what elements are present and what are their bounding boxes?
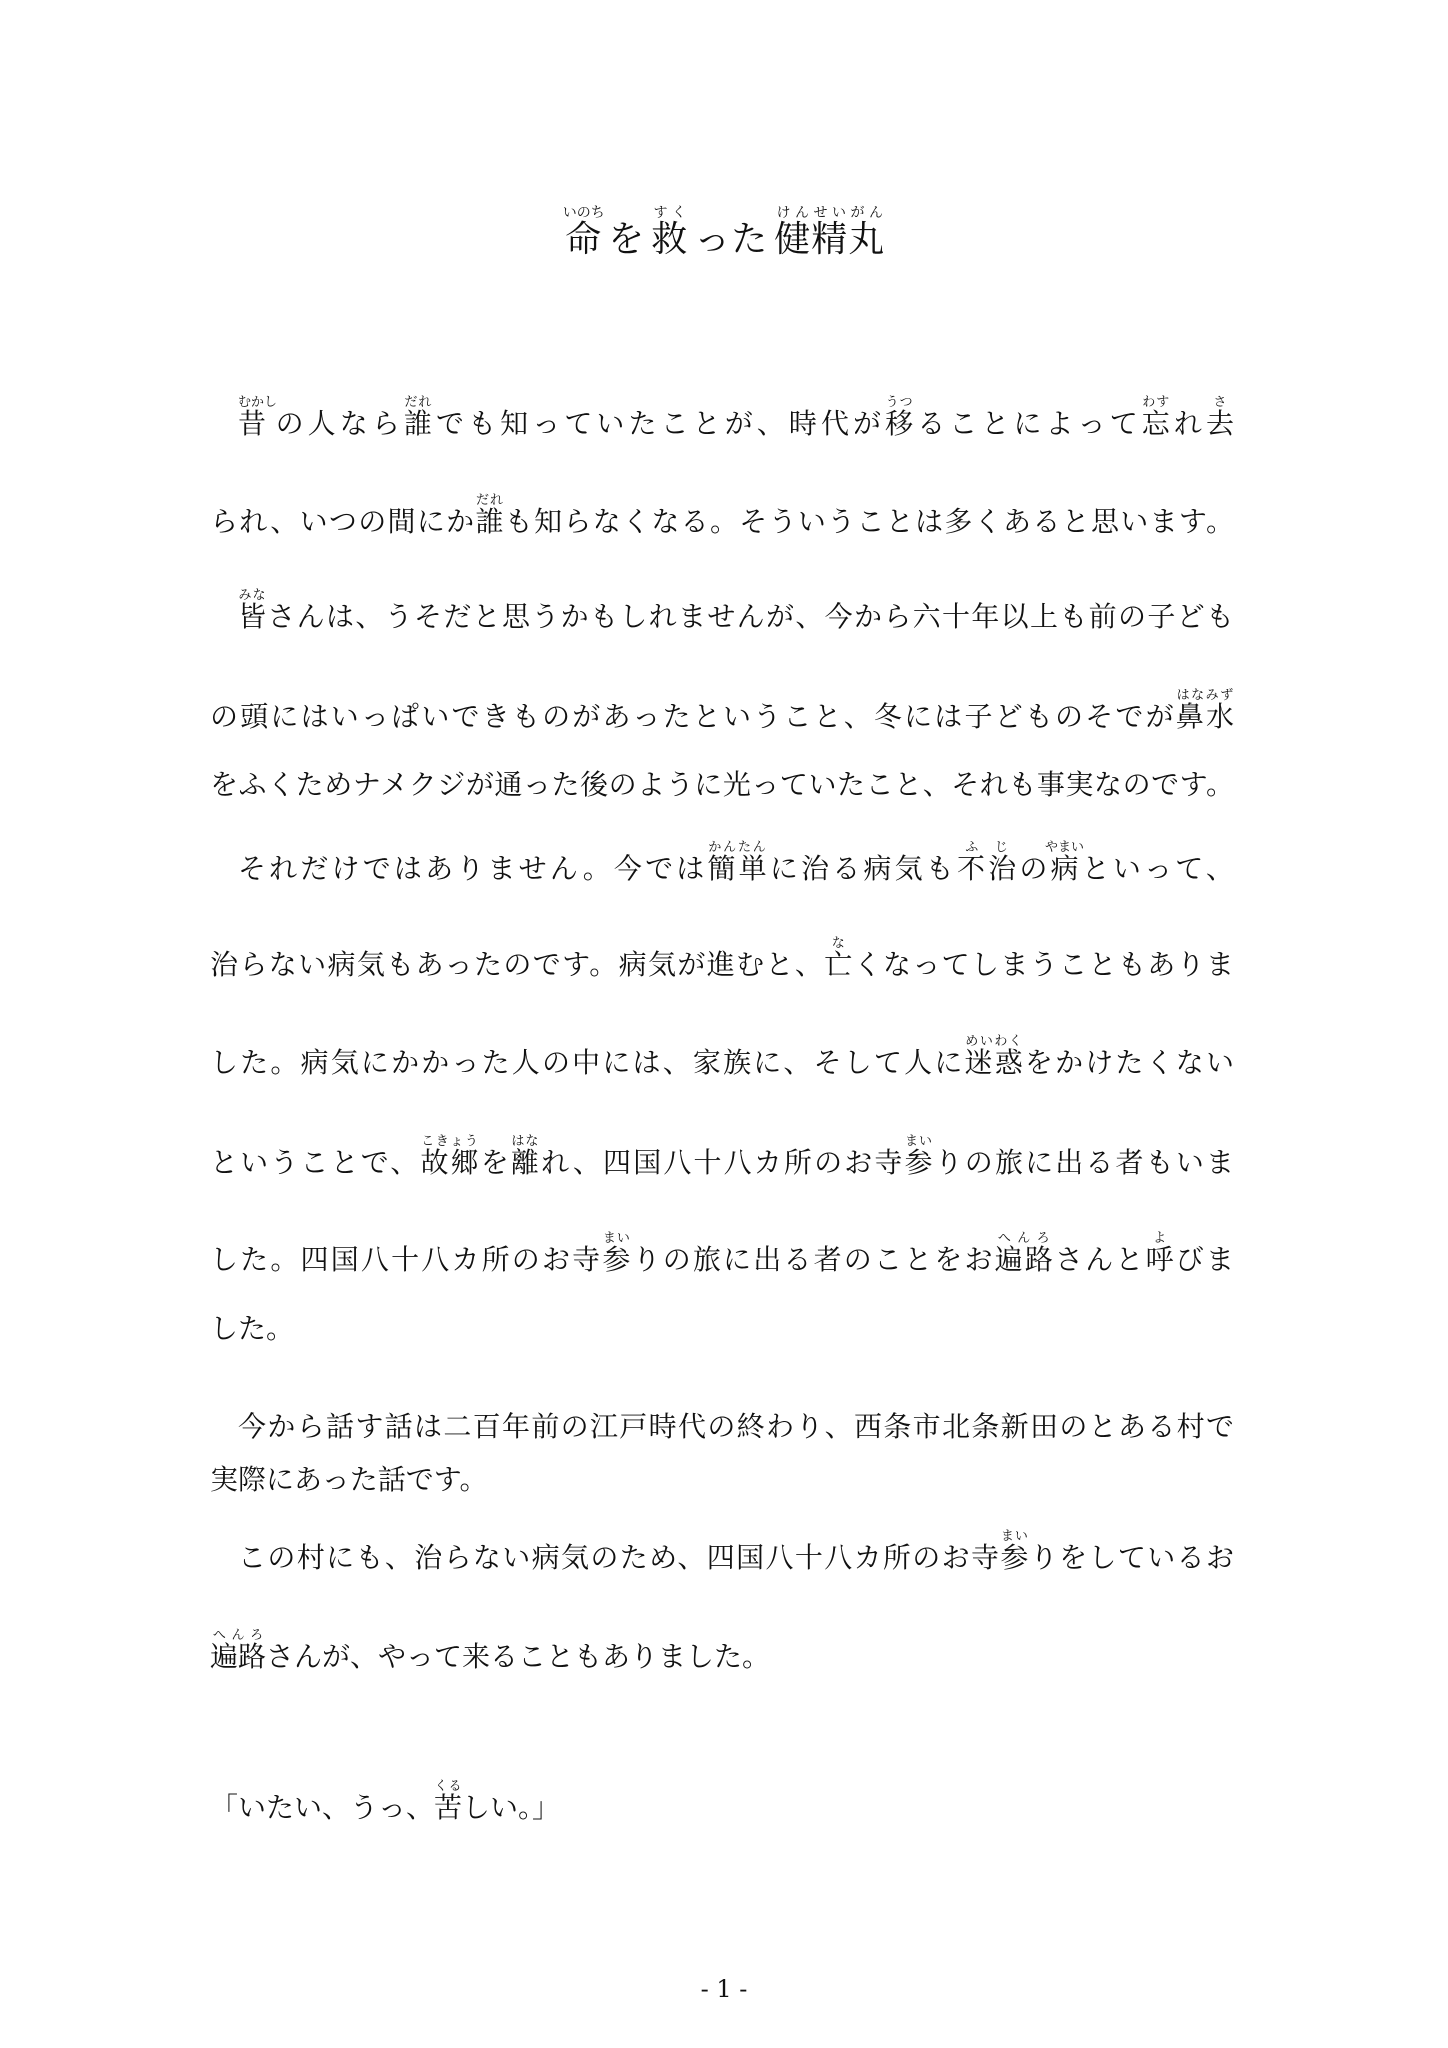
text-run: の頭にはいっぱいできものがあったということ、冬には子どものそでが	[210, 700, 1176, 733]
ruby-base-text: 誰	[403, 407, 437, 440]
text-run: くなってしまうこともありま	[853, 948, 1234, 981]
ruby-reading: みな	[238, 588, 267, 603]
text-run: びま	[1175, 1243, 1234, 1276]
ruby-base-text: 昔	[238, 407, 278, 440]
body-line	[210, 913, 1234, 983]
furigana-word	[904, 1134, 935, 1179]
text-run: さんは、うそだと思うかもしれませんが、今から六十年以上も前の子ども	[267, 600, 1234, 633]
text-run: した。四国八十八カ所のお寺	[210, 1243, 603, 1276]
ruby-base-text: 参	[1000, 1541, 1030, 1574]
text-run: ということで、	[210, 1146, 421, 1179]
text-run: った	[694, 219, 769, 260]
body-line	[210, 1428, 1234, 1498]
ruby-reading: だれ	[475, 493, 504, 508]
body-line	[210, 1111, 1234, 1181]
body-line	[210, 470, 1234, 540]
ruby-reading: まい	[904, 1134, 933, 1149]
ruby-reading: けんせいがん	[774, 205, 886, 221]
ruby-reading: いのち	[562, 205, 605, 221]
ruby-reading: まい	[602, 1231, 631, 1246]
text-run: ることによって	[917, 407, 1142, 440]
page-number: - 1 -	[700, 1975, 748, 2003]
text-run: さんが、やって来ることもありました。	[266, 1640, 771, 1673]
text-run: れ、四国八十八カ所のお寺	[541, 1146, 905, 1179]
furigana-word	[562, 205, 605, 260]
line-text	[210, 1134, 1234, 1181]
furigana-word	[1000, 1529, 1030, 1574]
ruby-reading: へんろ	[210, 1628, 267, 1643]
furigana-word	[238, 588, 268, 633]
line-text	[210, 1034, 1234, 1081]
document-title	[0, 172, 1448, 262]
ruby-reading: めいわく	[964, 1034, 1023, 1049]
text-run: をかけたくない	[1024, 1046, 1234, 1079]
furigana-word	[956, 840, 1020, 885]
ruby-base-text: 呼	[1145, 1243, 1176, 1276]
text-run: 「いたい、うっ、	[210, 1791, 435, 1824]
ruby-reading: かんたん	[707, 840, 767, 855]
text-run: られ、いつの間にか	[210, 505, 476, 538]
ruby-reading: わす	[1141, 395, 1170, 410]
ruby-reading: はな	[510, 1134, 539, 1149]
text-run: に治る病気も	[769, 852, 957, 885]
line-text	[210, 1231, 1234, 1278]
body-line	[210, 1506, 1234, 1576]
ruby-base-text: 命	[562, 219, 605, 260]
text-run: さんと	[1055, 1243, 1146, 1276]
line-text	[210, 767, 1234, 803]
ruby-base-text: 離	[510, 1146, 542, 1179]
ruby-reading: うつ	[885, 395, 914, 410]
line-text	[210, 840, 1234, 887]
furigana-word	[1045, 840, 1085, 885]
ruby-reading: はなみず	[1175, 688, 1234, 703]
text-run: それだけではありません。今では	[238, 852, 708, 885]
text-run: をふくためナメクジが通った後のように光っていたこと、それも事実なのです。	[210, 768, 1234, 801]
body-line	[210, 565, 1234, 635]
furigana-word	[885, 395, 918, 440]
text-run: を	[608, 219, 646, 260]
line-text	[210, 588, 1234, 635]
ruby-reading: さ	[1205, 395, 1234, 410]
ruby-base-text: 亡	[824, 948, 854, 981]
ruby-base-text: 皆	[238, 600, 268, 633]
ruby-base-text: 参	[904, 1146, 935, 1179]
furigana-word	[964, 1034, 1025, 1079]
body-line	[210, 665, 1234, 735]
ruby-base-text: 不治	[956, 852, 1020, 885]
dialogue-line	[210, 1756, 1234, 1826]
furigana-word	[403, 395, 437, 440]
furigana-word	[238, 395, 278, 440]
furigana-word	[210, 1628, 267, 1673]
body-line	[210, 372, 1234, 442]
ruby-base-text: 去	[1205, 407, 1234, 440]
line-text	[210, 395, 1234, 442]
ruby-reading: ふじ	[956, 840, 1017, 855]
ruby-base-text: 健精丸	[774, 219, 886, 260]
furigana-word	[602, 1231, 633, 1276]
ruby-reading: こきょう	[420, 1134, 479, 1149]
ruby-reading: すく	[651, 205, 689, 221]
line-text	[210, 1779, 1234, 1826]
line-text	[210, 1529, 1234, 1576]
ruby-reading: やまい	[1045, 840, 1085, 855]
ruby-base-text: 迷惑	[964, 1046, 1025, 1079]
text-run: といって、	[1078, 852, 1234, 885]
text-run: を	[480, 1146, 511, 1179]
ruby-base-text: 遍路	[994, 1243, 1056, 1276]
furigana-word	[1145, 1231, 1176, 1276]
line-text	[210, 1628, 1234, 1675]
furigana-word	[420, 1134, 481, 1179]
furigana-word	[1175, 688, 1234, 733]
text-run: りの旅に出る者もいま	[934, 1146, 1234, 1179]
furigana-word	[994, 1231, 1056, 1276]
line-text	[210, 493, 1234, 540]
ruby-base-text: 鼻水	[1175, 700, 1234, 733]
text-run: の	[1019, 852, 1051, 885]
line-text	[210, 688, 1234, 735]
body-line	[210, 817, 1234, 887]
furigana-word	[1141, 395, 1174, 440]
text-run: しい。」	[462, 1791, 561, 1824]
ruby-base-text: 簡単	[707, 852, 770, 885]
text-run: 治らない病気もあったのです。病気が進むと、	[210, 948, 825, 981]
ruby-base-text: 参	[602, 1243, 633, 1276]
text-run: も知らなくなる。そういうことは多くあると思います。	[504, 505, 1234, 538]
text-run: 今から話す話は二百年前の江戸時代の終わり、西条市北条新田のとある村で	[238, 1410, 1234, 1443]
text-run: りをしているお	[1029, 1541, 1234, 1574]
line-text	[210, 1462, 1234, 1498]
ruby-base-text: 故郷	[420, 1146, 481, 1179]
line-text	[210, 1311, 1234, 1347]
furigana-word	[707, 840, 770, 885]
text-run: りの旅に出る者のことをお	[632, 1243, 995, 1276]
furigana-word	[510, 1134, 542, 1179]
furigana-word	[774, 205, 886, 260]
ruby-reading: むかし	[238, 395, 278, 410]
ruby-base-text: 誰	[475, 505, 505, 538]
ruby-base-text: 苦	[434, 1791, 463, 1824]
body-line	[210, 1605, 1234, 1675]
body-line	[210, 1277, 1234, 1347]
ruby-reading: くる	[434, 1779, 463, 1794]
body-line	[210, 733, 1234, 803]
text-run: れ	[1173, 407, 1206, 440]
line-text	[210, 936, 1234, 983]
ruby-reading: へんろ	[994, 1231, 1053, 1246]
body-line	[210, 1208, 1234, 1278]
text-run: この村にも、治らない病気のため、四国八十八カ所のお寺	[238, 1541, 1001, 1574]
ruby-base-text: 忘	[1141, 407, 1174, 440]
furigana-word	[434, 1779, 463, 1824]
ruby-reading: な	[824, 936, 853, 951]
text-run: の人なら	[271, 407, 404, 440]
text-run: 実際にあった話です。	[210, 1463, 488, 1496]
furigana-word	[651, 205, 689, 260]
furigana-word	[1205, 395, 1234, 440]
ruby-reading: まい	[1000, 1529, 1029, 1544]
text-run: でも知っていたことが、時代が	[436, 407, 886, 440]
ruby-base-text: 救	[651, 219, 689, 260]
ruby-base-text: 病	[1045, 852, 1085, 885]
ruby-base-text: 移	[885, 407, 918, 440]
ruby-reading: よ	[1145, 1231, 1174, 1246]
ruby-base-text: 遍路	[210, 1640, 267, 1673]
body-line	[210, 1011, 1234, 1081]
text-run: した。	[210, 1312, 295, 1345]
furigana-word	[824, 936, 854, 981]
ruby-reading: だれ	[403, 395, 432, 410]
text-run: した。病気にかかった人の中には、家族に、そして人に	[210, 1046, 965, 1079]
title-text	[0, 205, 1448, 262]
furigana-word	[475, 493, 505, 538]
